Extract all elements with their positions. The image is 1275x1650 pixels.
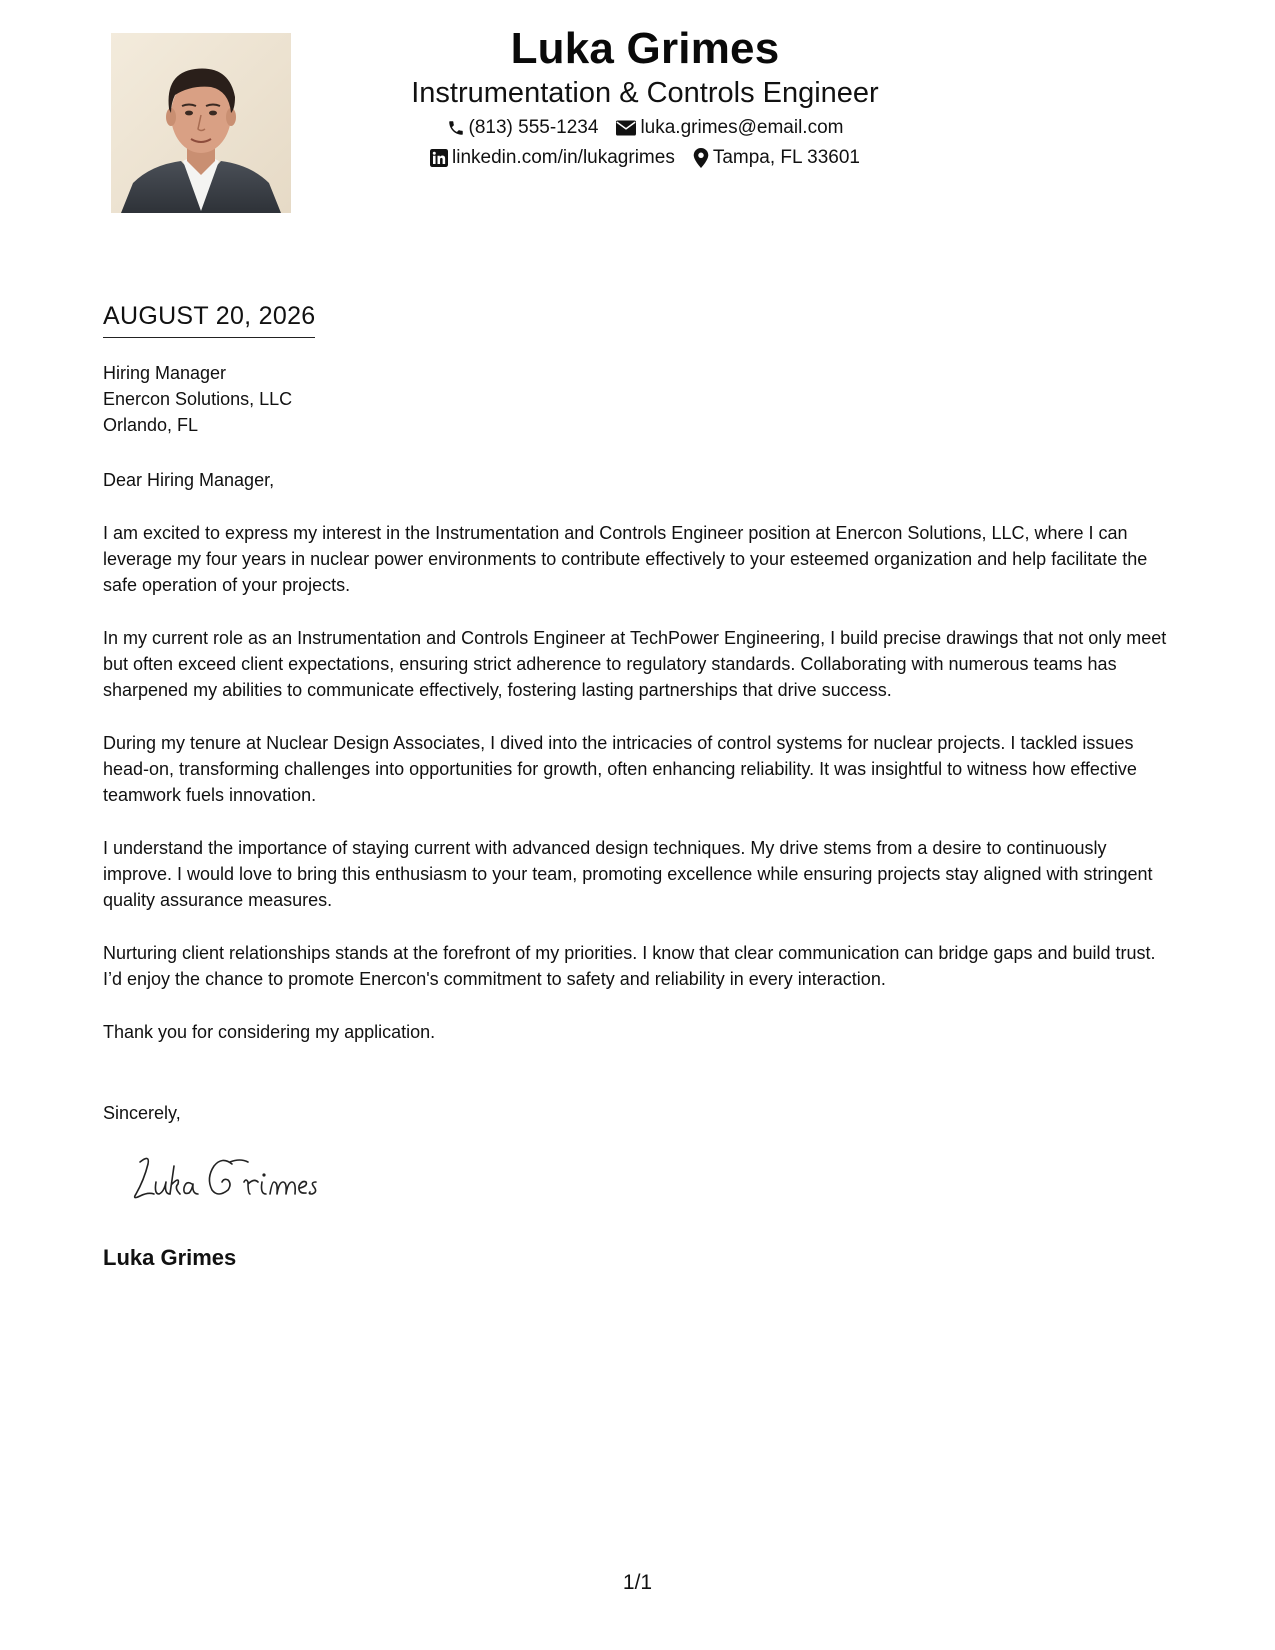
contact-phone[interactable] xyxy=(447,116,599,140)
page-number: 1/1 xyxy=(622,1571,653,1594)
closing: Sincerely, xyxy=(103,1103,181,1123)
location-text: Tampa, FL 33601 xyxy=(712,147,860,168)
contact-email[interactable] xyxy=(616,116,843,140)
linkedin-text: linkedin.com/in/lukagrimes xyxy=(452,147,675,168)
salutation: Dear Hiring Manager, xyxy=(103,470,275,490)
letter-body xyxy=(103,467,1178,1072)
paragraph: Nurturing client relationships stands at the forefront of my priorities. I know that clear communication can bridge gaps and build trust. I’d enjoy the chance to promote Enercon's commitment to safety and reliability in every interaction. xyxy=(103,943,1156,989)
phone-icon xyxy=(447,119,465,137)
contact-location xyxy=(693,146,860,170)
paragraph: I understand the importance of staying current with advanced design techniques. My drive stems from a desire to continuously improve. I would love to bring this enthusiasm to your team, promoting excellence while ensuring projects stay aligned with stringent quality assurance measures. xyxy=(103,838,1153,910)
linkedin-icon xyxy=(430,149,448,167)
contact-linkedin[interactable] xyxy=(430,146,675,170)
email-text: luka.grimes@email.com xyxy=(640,117,844,138)
letter-date: AUGUST 20, 2026 xyxy=(103,301,315,338)
phone-text: (813) 555-1234 xyxy=(468,117,599,138)
signer-name: Luka Grimes xyxy=(103,1245,237,1270)
applicant-title: Instrumentation & Controls Engineer xyxy=(411,77,879,109)
paragraph: Thank you for considering my application. xyxy=(103,1022,436,1042)
map-pin-icon xyxy=(693,148,709,168)
paragraph: In my current role as an Instrumentation and Controls Engineer at TechPower Engineering, I build precise drawings that not only meet but often exceed client expectations, ensuring strict adherence to regulatory standards. Collaborating with numerous teams has sharpened my abilities to communicate effectively, fostering lasting partnerships that drive success. xyxy=(103,628,1167,700)
paragraph: During my tenure at Nuclear Design Associates, I dived into the intricacies of control systems for nuclear projects. I tackled issues head-on, transforming challenges into opportunities for growth, often enhancing reliability. It was insightful to witness how effective teamwork fuels innovation. xyxy=(103,733,1137,805)
handwritten-signature xyxy=(128,1148,348,1208)
contact-row-1 xyxy=(330,116,960,140)
applicant-name: Luka Grimes xyxy=(510,24,780,73)
recipient-company: Enercon Solutions, LLC xyxy=(103,389,293,409)
contact-row-2 xyxy=(330,146,960,170)
recipient-location: Orlando, FL xyxy=(103,415,199,435)
profile-photo xyxy=(111,33,291,213)
recipient-block xyxy=(103,360,292,438)
header xyxy=(330,22,960,170)
recipient-name: Hiring Manager xyxy=(103,363,227,383)
envelope-icon xyxy=(616,120,636,136)
paragraph: I am excited to express my interest in the Instrumentation and Controls Engineer position at Enercon Solutions, LLC, where I can leverage my four years in nuclear power environments to contribute effectively to your esteemed organization and help facilitate the safe operation of your projects. xyxy=(103,523,1148,595)
